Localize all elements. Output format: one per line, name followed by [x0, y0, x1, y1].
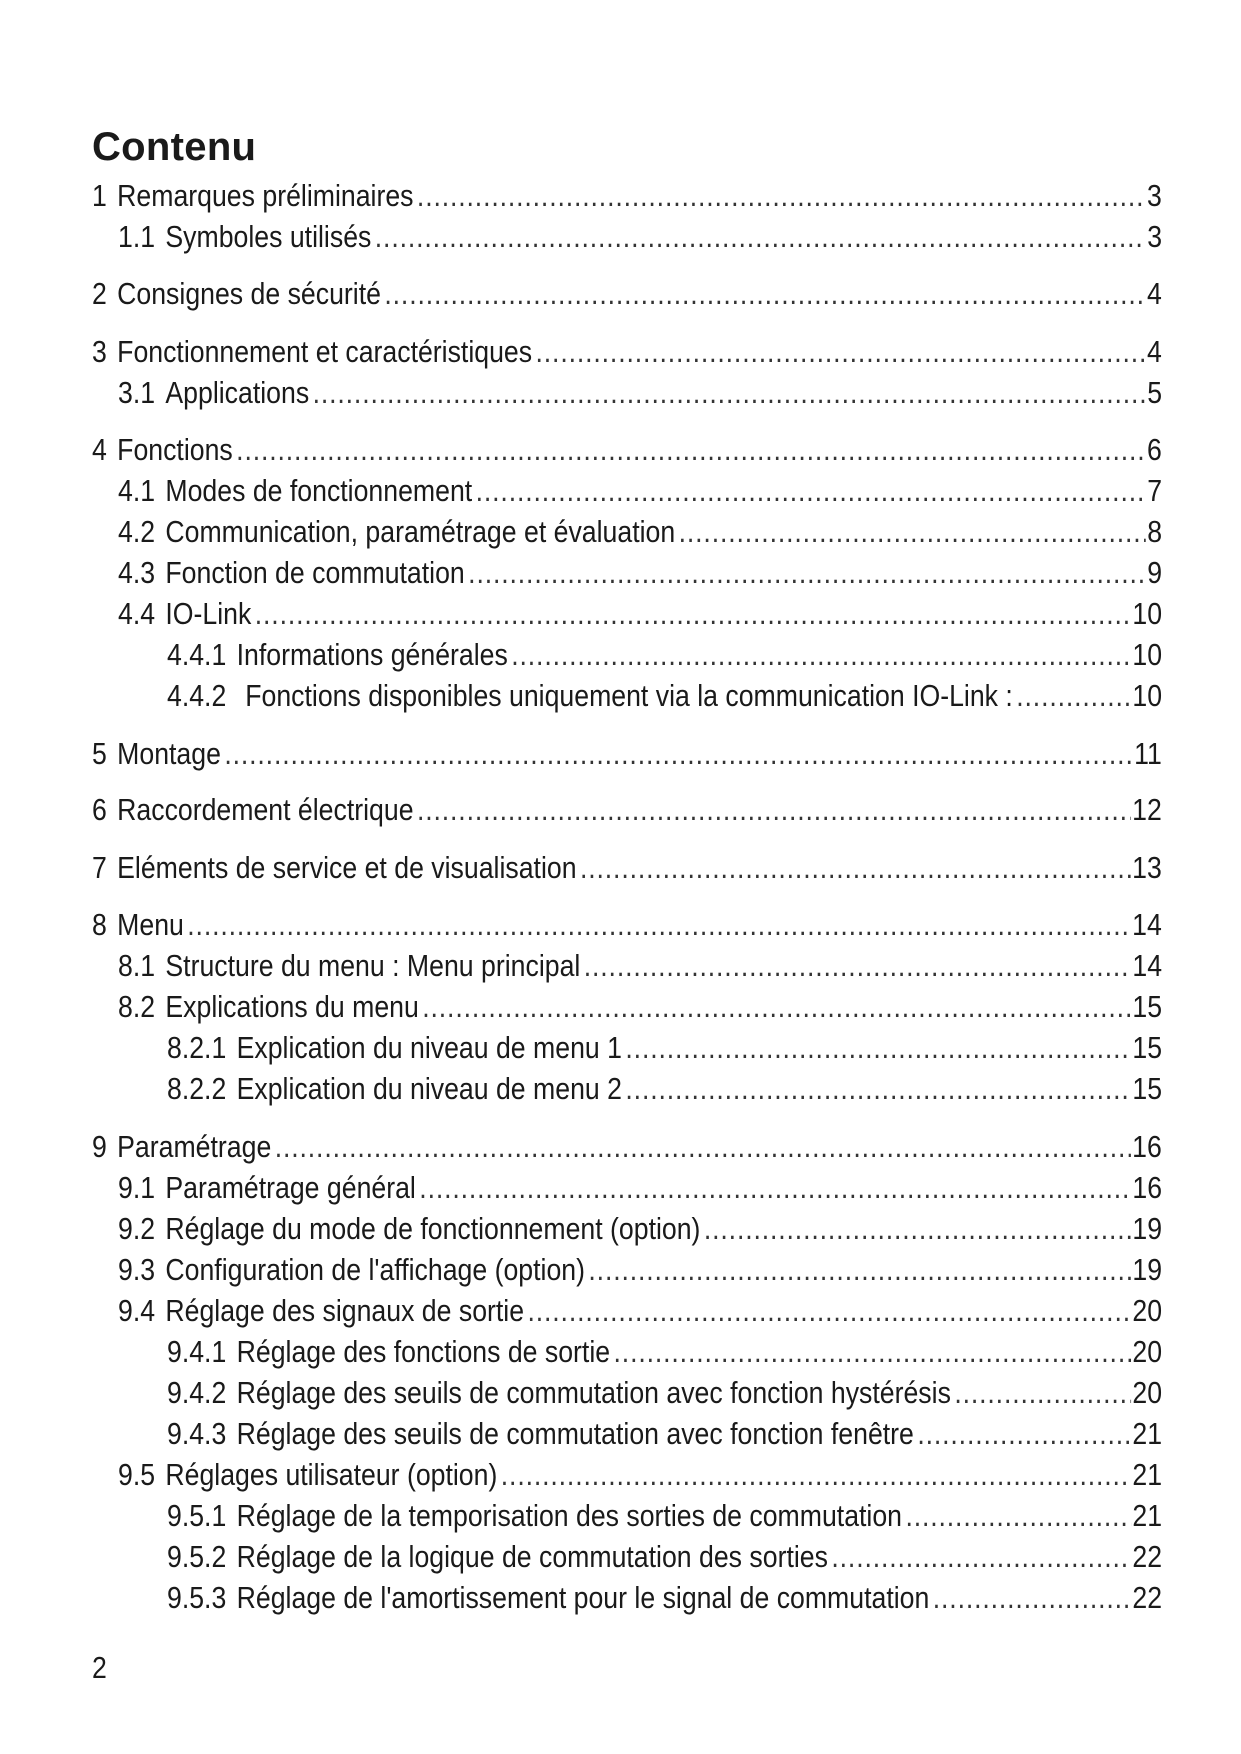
toc-title: Modes de fonctionnement [165, 473, 473, 508]
toc-number: 7 [92, 850, 107, 885]
toc-entry-9-5[interactable] [118, 1455, 1162, 1495]
dot-leader [384, 274, 1145, 314]
dot-leader [933, 1578, 1131, 1618]
toc-title: Applications [165, 375, 310, 410]
toc-title: Explication du niveau de menu 2 [236, 1071, 622, 1106]
toc-title: Remarques préliminaires [117, 178, 414, 213]
toc-entry-8-1[interactable] [118, 946, 1162, 986]
toc-page: 3 [1147, 178, 1162, 213]
toc-number: 9.1 [118, 1170, 156, 1205]
toc-page: 20 [1132, 1375, 1163, 1410]
toc-page: 14 [1132, 948, 1163, 983]
toc-number: 5 [92, 736, 107, 771]
toc-page: 10 [1132, 678, 1163, 713]
toc-number: 9.5.3 [167, 1580, 227, 1615]
toc-title: IO-Link [165, 596, 252, 631]
toc-entry-9-4-2[interactable] [167, 1373, 1162, 1413]
dot-leader [422, 987, 1130, 1027]
toc-page: 15 [1132, 1030, 1163, 1065]
toc-number: 4.3 [118, 555, 156, 590]
dot-leader [614, 1332, 1131, 1372]
dot-leader [584, 946, 1131, 986]
toc-page: 7 [1147, 473, 1163, 508]
dot-leader [1016, 676, 1130, 716]
toc-title: Fonctionnement et caractéristiques [117, 334, 533, 369]
toc-entry-8-2-1[interactable] [167, 1028, 1162, 1068]
dot-leader [375, 217, 1146, 257]
dot-leader [275, 1127, 1131, 1167]
toc-number: 8.2.1 [167, 1030, 227, 1065]
toc-title: Réglages utilisateur (option) [165, 1457, 498, 1492]
toc-page: 12 [1132, 792, 1162, 827]
toc-page: 4 [1147, 276, 1162, 311]
toc-number: 4 [92, 432, 107, 467]
dot-leader [679, 512, 1146, 552]
toc-entry-4-1[interactable] [118, 471, 1162, 511]
toc-number: 4.1 [118, 473, 156, 508]
toc-page: 9 [1147, 555, 1163, 590]
toc-number: 3.1 [118, 375, 156, 410]
toc-number: 9.5.1 [167, 1498, 227, 1533]
toc-title: Montage [117, 736, 221, 771]
toc-title: Raccordement électrique [117, 792, 414, 827]
toc-title: Fonctions disponibles uniquement via la communication IO-Link : [245, 678, 1013, 713]
toc-number: 9.5.2 [167, 1539, 227, 1574]
toc-entry-4-4-1[interactable] [167, 635, 1162, 675]
toc-number: 9.3 [118, 1252, 156, 1287]
toc-entry-6[interactable] [92, 790, 1162, 830]
dot-leader [625, 1069, 1130, 1109]
dot-leader [511, 635, 1130, 675]
toc-entry-4-2[interactable] [118, 512, 1162, 552]
toc-title: Eléments de service et de visualisation [117, 850, 577, 885]
toc-page: 5 [1147, 375, 1163, 410]
toc-entry-4[interactable] [92, 430, 1162, 470]
dot-leader [831, 1537, 1130, 1577]
toc-entry-1-1[interactable] [118, 217, 1162, 257]
toc-page: 19 [1132, 1252, 1163, 1287]
toc-title: Explications du menu [165, 989, 419, 1024]
toc-title: Paramétrage [117, 1129, 272, 1164]
toc-entry-4-4-2[interactable] [167, 676, 1162, 716]
toc-entry-4-3[interactable] [118, 553, 1162, 593]
dot-leader [536, 332, 1146, 372]
table-of-contents [92, 0, 1162, 1754]
toc-number: 8.1 [118, 948, 156, 983]
toc-number: 2 [92, 276, 107, 311]
toc-page: 21 [1132, 1498, 1163, 1533]
toc-entry-3-1[interactable] [118, 373, 1162, 413]
dot-leader [625, 1028, 1130, 1068]
dot-leader [224, 734, 1132, 774]
toc-page: 4 [1147, 334, 1162, 369]
toc-entry-9-2[interactable] [118, 1209, 1162, 1249]
toc-number: 9.4.1 [167, 1334, 227, 1369]
toc-number: 9.5 [118, 1457, 156, 1492]
toc-title: Réglage du mode de fonctionnement (option) [165, 1211, 701, 1246]
toc-entry-8-2[interactable] [118, 987, 1162, 1027]
toc-number: 4.4 [118, 596, 156, 631]
toc-title: Réglage de la logique de commutation des sorties [236, 1539, 828, 1574]
toc-title: Consignes de sécurité [117, 276, 381, 311]
toc-title: Informations générales [236, 637, 508, 672]
toc-entry-5[interactable] [92, 734, 1162, 774]
toc-page: 21 [1132, 1416, 1163, 1451]
toc-number: 4.4.1 [167, 637, 227, 672]
toc-entry-4-4[interactable] [118, 594, 1162, 634]
toc-entry-7[interactable] [92, 848, 1162, 888]
toc-page: 10 [1132, 637, 1163, 672]
toc-title: Réglage des signaux de sortie [165, 1293, 525, 1328]
toc-entry-9-5-3[interactable] [167, 1578, 1162, 1618]
toc-number: 8.2.2 [167, 1071, 227, 1106]
toc-entry-2[interactable] [92, 274, 1162, 314]
toc-page: 10 [1132, 596, 1163, 631]
toc-page: 20 [1132, 1293, 1163, 1328]
toc-title: Communication, paramétrage et évaluation [165, 514, 676, 549]
toc-title: Réglage des seuils de commutation avec fonction fenêtre [236, 1416, 914, 1451]
toc-page: 3 [1147, 219, 1163, 254]
dot-leader [476, 471, 1146, 511]
toc-page: 14 [1132, 907, 1162, 942]
dot-leader [236, 430, 1145, 470]
toc-title: Explication du niveau de menu 1 [236, 1030, 622, 1065]
page-number: 2 [92, 1650, 107, 1685]
toc-title: Réglage de la temporisation des sorties de commutation [236, 1498, 903, 1533]
toc-entry-9-4-3[interactable] [167, 1414, 1162, 1454]
dot-leader [187, 905, 1130, 945]
toc-page: 6 [1147, 432, 1162, 467]
toc-entry-9[interactable] [92, 1127, 1162, 1167]
toc-number: 3 [92, 334, 107, 369]
dot-leader [527, 1291, 1130, 1331]
toc-entry-3[interactable] [92, 332, 1162, 372]
toc-page: 8 [1147, 514, 1163, 549]
toc-title: Menu [117, 907, 184, 942]
dot-leader [588, 1250, 1130, 1290]
toc-entry-9-4[interactable] [118, 1291, 1162, 1331]
toc-number: 9.4 [118, 1293, 156, 1328]
toc-number: 8 [92, 907, 107, 942]
toc-entry-8-2-2[interactable] [167, 1069, 1162, 1109]
dot-leader [501, 1455, 1131, 1495]
toc-number: 1.1 [118, 219, 156, 254]
dot-leader [419, 1168, 1130, 1208]
toc-title: Structure du menu : Menu principal [165, 948, 581, 983]
toc-page: 11 [1134, 736, 1162, 771]
toc-number: 4.2 [118, 514, 156, 549]
toc-page: 21 [1132, 1457, 1163, 1492]
dot-leader [917, 1414, 1130, 1454]
toc-page: 20 [1132, 1334, 1163, 1369]
toc-number: 8.2 [118, 989, 156, 1024]
toc-page: 22 [1132, 1580, 1163, 1615]
toc-page: 22 [1132, 1539, 1163, 1574]
toc-page: 19 [1132, 1211, 1163, 1246]
toc-number: 9.2 [118, 1211, 156, 1246]
toc-page: 16 [1132, 1170, 1163, 1205]
dot-leader [468, 553, 1145, 593]
toc-title: Réglage de l'amortissement pour le signal de commutation [236, 1580, 930, 1615]
toc-number: 4.4.2 [167, 678, 227, 713]
toc-number: 1 [92, 178, 107, 213]
toc-entry-9-3[interactable] [118, 1250, 1162, 1290]
toc-entry-8[interactable] [92, 905, 1162, 945]
toc-title: Fonction de commutation [165, 555, 465, 590]
dot-leader [580, 848, 1130, 888]
toc-entry-9-5-2[interactable] [167, 1537, 1162, 1577]
toc-page: 16 [1132, 1129, 1162, 1164]
dot-leader [704, 1209, 1131, 1249]
toc-title: Symboles utilisés [165, 219, 372, 254]
toc-title: Réglage des fonctions de sortie [236, 1334, 611, 1369]
toc-number: 9 [92, 1129, 107, 1164]
toc-page: 15 [1132, 989, 1163, 1024]
dot-leader [313, 373, 1146, 413]
toc-entry-9-1[interactable] [118, 1168, 1162, 1208]
toc-title: Paramétrage général [165, 1170, 416, 1205]
dot-leader [905, 1496, 1130, 1536]
toc-entry-1[interactable] [92, 176, 1162, 216]
toc-title: Configuration de l'affichage (option) [165, 1252, 585, 1287]
page-title: Contenu [92, 124, 257, 169]
toc-entry-9-5-1[interactable] [167, 1496, 1162, 1536]
toc-entry-9-4-1[interactable] [167, 1332, 1162, 1372]
toc-number: 9.4.3 [167, 1416, 227, 1451]
toc-page: 13 [1132, 850, 1162, 885]
toc-title: Fonctions [117, 432, 233, 467]
dot-leader [417, 790, 1130, 830]
toc-number: 9.4.2 [167, 1375, 227, 1410]
dot-leader [954, 1373, 1130, 1413]
toc-title: Réglage des seuils de commutation avec fonction hystérésis [236, 1375, 951, 1410]
dot-leader [255, 594, 1131, 634]
toc-number: 6 [92, 792, 107, 827]
dot-leader [417, 176, 1145, 216]
toc-page: 15 [1132, 1071, 1163, 1106]
